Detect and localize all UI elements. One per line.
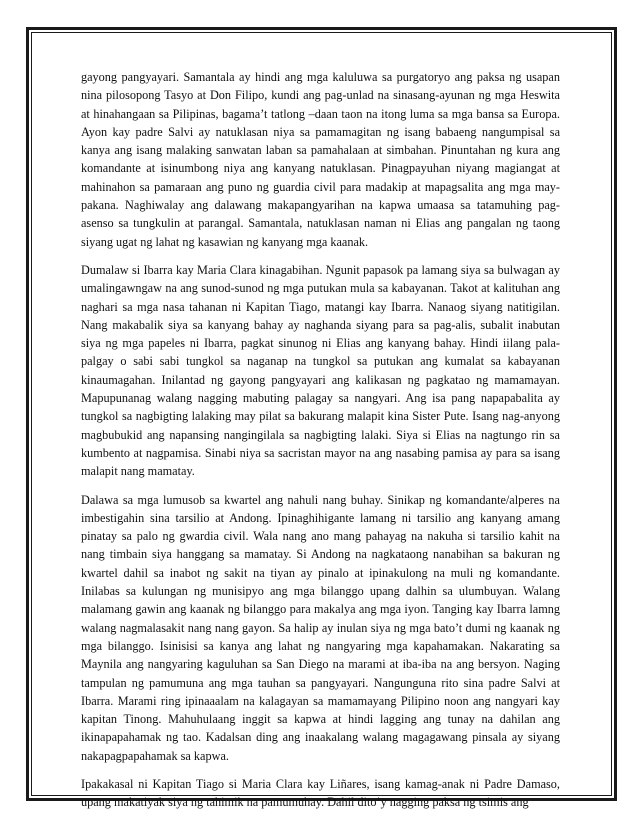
- paragraph-2: Dumalaw si Ibarra kay Maria Clara kinagabihan. Ngunit papasok pa lamang siya sa bulwagan ay umalingawngaw na ang sunod-sunod ng mga putukan mula sa kabayanan. Takot at kalituhan ang naghari sa mga nasa tahanan ni Kapitan Tiago, matangi kay Ibarra. Nanaog siyang natitigilan. Nang makabalik siya sa kanyang bahay ay naghanda siyang para sa pag-alis, subalit inabutan siya ng mga papeles ni Ibarra, pagkat sinunog ni Elias ang kanyang bahay. Hindi iilang pala-palgay o sabi sabi tungkol sa naganap na tungkol sa putukan ang kumalat sa kabayanan kinaumagahan. Inilantad ng gayong pangyayari ang kalikasan ng pagkatao ng mamamayan. Mapupunanag walang nagging mabuting palagay sa nangyari. Ang isa pang napapabalita ay tungkol sa nagbigting lalaking may pilat sa bakurang malapit kina Sister Pute. Isang nag-anyong magbubukid ang napansing nangingilala sa nagbigting lalaki. Siya si Elias na nagtungo rin sa kumbento at nagpamisa. Sinabi niya sa sacristan mayor na ang nasabing pamisa ay para sa isang malapit nang mamatay.: [81, 262, 560, 479]
- document-body: [81, 68, 560, 822]
- paragraph-3: Dalawa sa mga lumusob sa kwartel ang nahuli nang buhay. Sinikap ng komandante/alperes na imbestigahin sina tarsilio at Andong. Ipinaghihigante lamang ni tarsilio ang kanyang amang pinatay sa palo ng gwardia civil. Wala nang ano mang pahayag na nakuha si tarsilio kahit na nang timbain siya hanggang sa mamatay. Si Andong na nagkataong nanabihan sa bakuran ng kwartel dahil sa inabot ng sakit na tiyan ay pinalo at ipinakulong na muli ng komandante. Inilabas sa kulungan ng munisipyo ang mga bilanggo upang dalhin sa ulumbuyan. Walang malamang gawin ang kaanak ng bilanggo para makalya ang mga iyon. Tanging kay Ibarra lamng walang nagmalasakit nang nang gayon. Sa halip ay inulan siya ng mga bato’t dumi ng kaanak ng mga bilanggo. Isinisisi sa kanya ang lahat ng nangyaring mga kapahamakan. Nakarating sa Maynila ang nangyaring kaguluhan sa San Diego na marami at iba-iba na ang bersyon. Naging tampulan ng pamumuna ang mga tauhan sa pangyayari. Nangunguna rito sina padre Salvi at Ibarra. Marami ring ipinaaalam na kalagayan sa mamamayang Pilipino noon ang nangyari kay kapitan Tinong. Mahuhulaang inggit sa kapwa at hindi lagging ang tunay na dahilan ang ikinapapahamak ng tao. Kadalsan ding ang inaakalang walang magagawang pinsala ay siyang nakapagpapahamak sa kapwa.: [81, 492, 560, 763]
- paragraph-4: Ipakakasal ni Kapitan Tiago si Maria Clara kay Liñares, isang kamag-anak ni Padre Damaso, upang makatiyak siya ng tahimik na pamumuhay. Dahil dito’y nagging paksa ng tsimis ang: [81, 776, 560, 810]
- paragraph-1: gayong pangyayari. Samantala ay hindi ang mga kaluluwa sa purgatoryo ang paksa ng usapan nina pilosopong Tasyo at Don Filipo, kundi ang pag-unlad na sinasang-ayunan ng mga Heswita at hinahangaan sa Pilipinas, bagama’t tatlong –daan taon na itong luma sa mga bansa sa Europa. Ayon kay padre Salvi ay natuklasan niya sa pamamagitan ng isang babaeng nangumpisal sa kanya ang isang malaking sanwatan laban sa pamahalaan at simbahan. Pinuntahan ng kura ang komandante at isinumbong niya ang kanyang natuklasan. Pinagpayuhan niyang magiangat at mahinahon sa pamaraan ang puno ng guardia civil para madakip at mapagsalita ang mga may-pakana. Naghiwalay ang dalawang makapangyarihan na kapwa umaasa sa tatamuhing pag-asenso sa tungkulin at parangal. Samantala, natuklasan naman ni Elias ang pangalan ng taong siyang ugat ng lahat ng kasawian ng kanyang mga kaanak.: [81, 70, 560, 249]
